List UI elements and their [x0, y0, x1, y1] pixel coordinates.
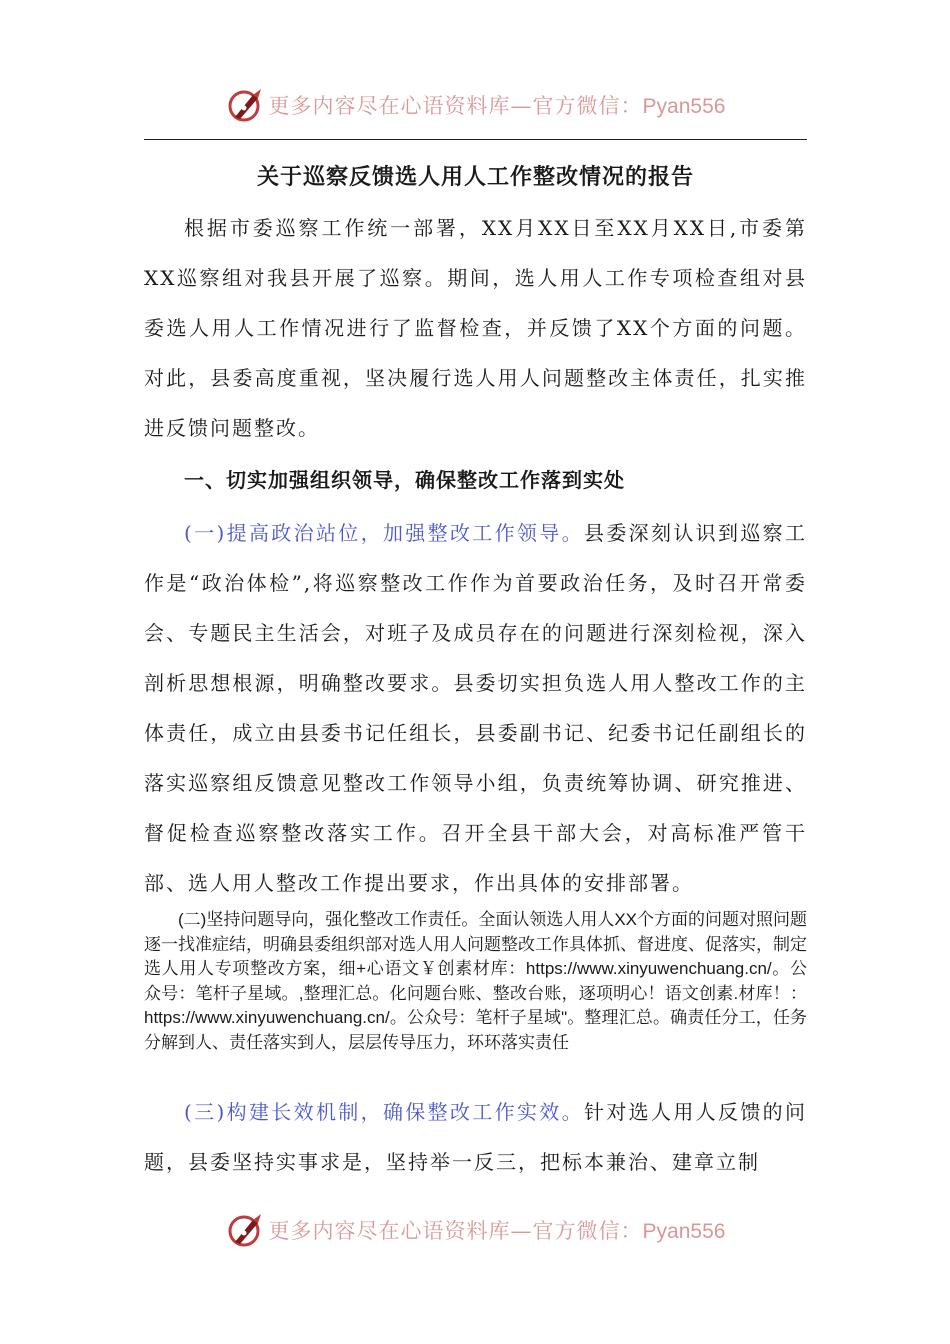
- header-rule: [144, 139, 807, 140]
- item1-paragraph: [144, 508, 807, 908]
- watermark-banner-bottom: [0, 1205, 950, 1255]
- section-heading: 一、切实加强组织领导，确保整改工作落到实处: [184, 468, 625, 492]
- watermark-text: 更多内容尽在心语资料库—官方微信：Pyan556: [268, 94, 726, 118]
- item1-body: 县委深刻认识到巡察工作是“政治体检”,将巡察整改工作作为首要政治任务，及时召开常委会、专题民主生活会，对班子及成员存在的问题进行深刻检视，深入剖析思想根源，明确整改要求。县委切实担负选人用人整改工作的主体责任，成立由县委书记任组长，县委副书记、纪委书记任副组长的落实巡察组反馈意见整改工作领导小组，负责统筹协调、研究推进、督促检查巡察整改落实工作。召开全县干部大会，对高标准严管干部、选人用人整改工作提出要求，作出具体的安排部署。: [144, 521, 808, 895]
- item2-paragraph: (二)坚持问题导向，强化整改工作责任。全面认领选人用人XX个方面的问题对照问题逐一找准症结，明确县委组织部对选人用人问题整改工作具体抓、督进度、促落实，制定选人用人专项整改方案，细+心语文￥创素材库：https://www.xinyuwenchuang.cn/。公众号：笔杆子星域。,整理汇总。化问题台账、整改台账，逐项明心！语文创素.材库！：https://www.xinyuwenchuang.cn/。公众号：笔杆子星域"。整理汇总。确责任分工，任务分解到人、责任落实到人，层层传导压力，环环落实责任: [144, 910, 807, 1052]
- item3-lead: (三)构建长效机制，确保整改工作实效。: [184, 1100, 584, 1124]
- pen-nib-circle-icon: [225, 85, 265, 125]
- item1-lead: (一)提高政治站位，加强整改工作领导。: [184, 521, 584, 545]
- item3-paragraph: [144, 1087, 807, 1187]
- document-title: 关于巡察反馈选人用人工作整改情况的报告: [256, 164, 694, 190]
- item3-body: 针对选人用人反馈的问题，县委坚持实事求是，坚持举一反三，把标本兼治、建章立制: [144, 1100, 808, 1174]
- pen-nib-circle-icon: [225, 1210, 265, 1250]
- intro-paragraph: 根据市委巡察工作统一部署，XX月XX日至XX月XX日,市委第XX巡察组对我县开展了巡察。期间，选人用人工作专项检查组对县委选人用人工作情况进行了监督检查，并反馈了XX个方面的问题。对此，县委高度重视，坚决履行选人用人问题整改主体责任，扎实推进反馈问题整改。: [144, 216, 807, 440]
- watermark-banner-top: [0, 80, 950, 130]
- watermark-text: 更多内容尽在心语资料库—官方微信：Pyan556: [268, 1219, 726, 1243]
